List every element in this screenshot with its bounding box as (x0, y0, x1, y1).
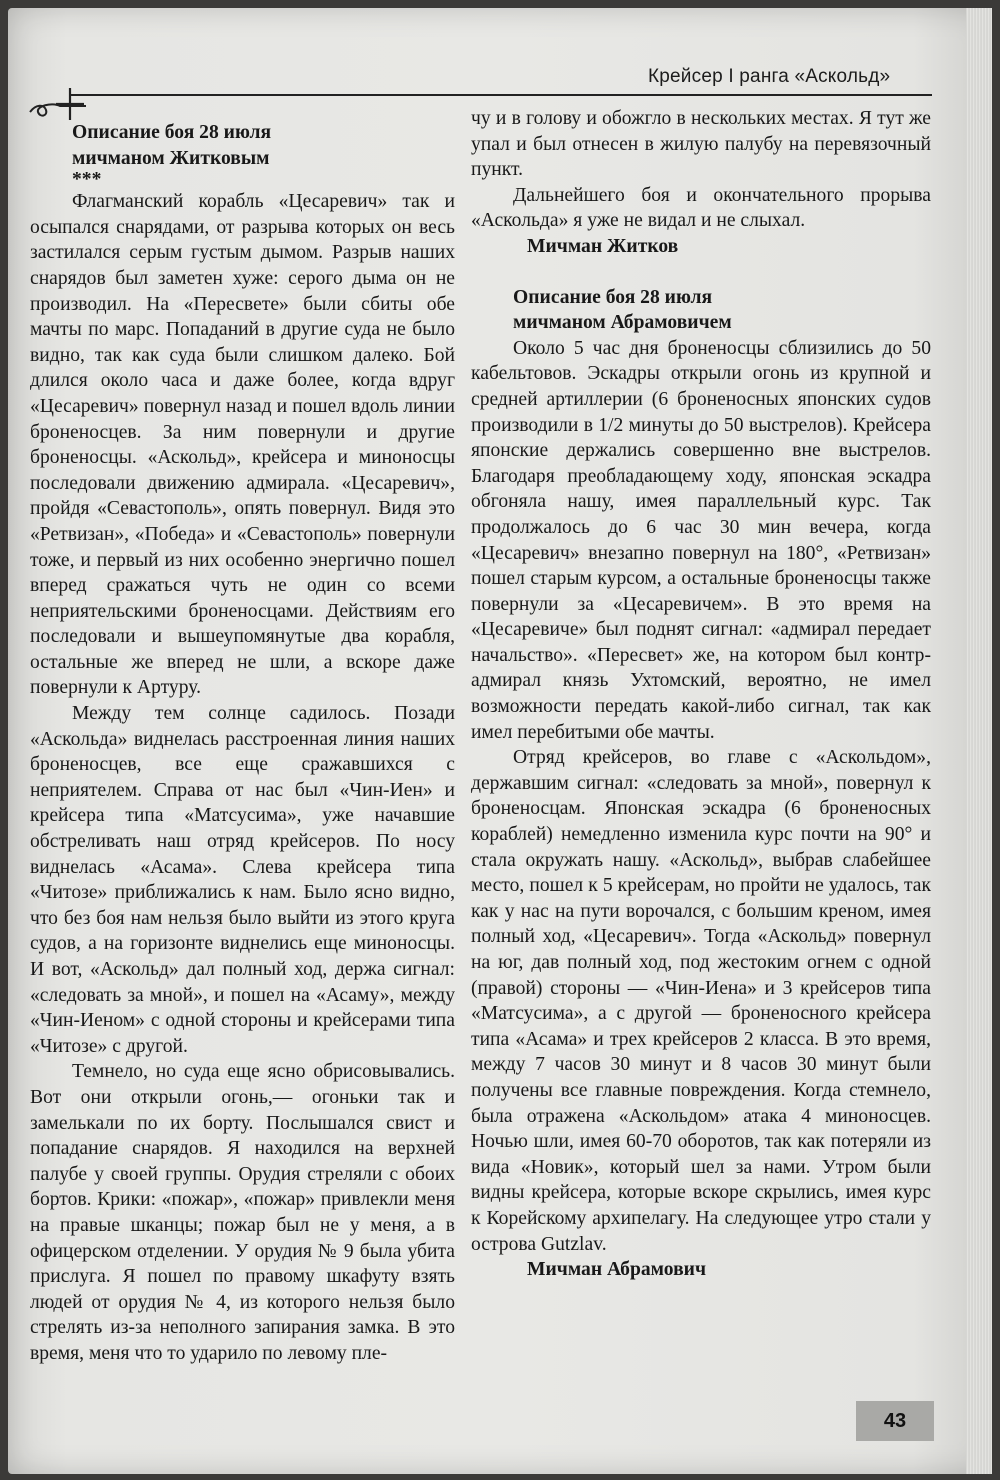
signature: Мичман Житков (527, 235, 679, 257)
heading-line: мичманом Житковым (72, 147, 270, 169)
section-heading (30, 120, 455, 171)
heading-line: мичманом Абрамовичем (513, 312, 732, 334)
page-number: 43 (856, 1401, 934, 1441)
section-stars: *** (72, 169, 102, 191)
spacer (471, 260, 931, 285)
running-title: Крейсер I ранга «Аскольд» (648, 66, 891, 87)
page-stack-edge (966, 8, 992, 1474)
paragraph: Отряд крейсеров, во главе с «Аскольдом», державшим сигнал: «следовать за мной», повернул к броненосцам. Японская эскадра (6 броненосных кораблей) немедленно изменила курс почти на 90° и стала окружать нашу. «Аскольд», выбрав слабейшее место, пошел к 5 крейсерам, но пройти не удалось, так как у нас на пути ворочался, с большим креном, имея полный ход, «Цесаревич». Тогда «Аскольд» повернул на юг, дав полный ход, под жестоким огнем с одной (правой) стороны — «Чин-Иена» и 3 крейсеров типа «Матсусима», а с другой — броненосного крейсера типа «Асама» и трех крейсеров 2 класса. В это время, между 7 часов 30 минут и 8 часов 30 минут были получены все главные повреждения. Когда стемнело, была отражена «Аскольдом» атака 4 миноносцев. Ночью шли, имея 60-70 оборотов, так как потеряли из вида «Новик», который шел за нами. Утром были видны крейсера, которые вскоре скрылись, имея курс к Корейскому архипелагу. На следующее утро стали у острова Gutzlav. (471, 747, 931, 1255)
book-page (8, 8, 992, 1474)
heading-line: Описание боя 28 июля (72, 122, 272, 143)
signature: Мичман Абрамович (527, 1259, 706, 1281)
paragraph: Темнело, но суда еще ясно обрисовывались. Вот они открыли огонь,— огоньки так и замелькали по их борту. Послышался свист и попадание снарядов. Я находился на верхней палубе у своей группы. Орудия стреляли с обоих бортов. Крики: «пожар», «пожар» привлекли меня на правые шканцы; пожар был не у меня, а в офицерском отделении. У орудия № 9 была убита прислуга. Я пошел по правому шкафуту взять людей от орудия № 4, из которого нельзя было стрелять из-за неполного запирания замка. В это время, меня что то ударило по левому пле- (30, 1061, 455, 1364)
left-column (30, 120, 455, 1367)
paragraph: Флагманский корабль «Цесаревич» так и осыпался снарядами, от разрыва которых он весь застилался серым густым дымом. Разрыв наших снарядов был заметен хуже: серого дыма он не производил. На «Пересвете» были сбиты обе мачты по марс. Попаданий в другие суда не было видно, так как суда были слишком далеко. Бой длился около часа и даже более, когда вдруг «Цесаревич» повернул назад и пошел вдоль линии броненосцев. За ним повернули и другие броненосцы. «Аскольд», крейсера и миноносцы последовали движению адмирала. «Цесаревич», пройдя «Севастополь», опять повернул. Видя это «Ретвизан», «Победа» и «Севастополь» повернули тоже, и первый из них особенно энергично пошел вперед сражаться чуть не один со всеми неприятельскими броненосцами. Действиям его последовали и вышеупомянутые два корабля, остальные же вперед не шли, а вскоре даже повернули к Артуру. (30, 191, 455, 699)
paragraph: Около 5 час дня броненосцы сблизились до 50 кабельтовов. Эскадры открыли огонь из крупной и средней артиллерии (6 броненосных японских судов производили в 1/2 минуты до 50 выстрелов). Крейсера японские держались совершенно вне выстрелов. Благодаря преобладающему ходу, японская эскадра обгоняла нашу, имея параллельный курс. Так продолжалось до 6 час 30 мин вечера, когда «Цесаревич» внезапно повернул на 180°, «Ретвизан» пошел старым курсом, а остальные броненосцы также повернули за «Цесаревичем». В это время на «Цесаревиче» был поднят сигнал: «адмирал передает начальство». «Пересвет» же, на котором был контр-адмирал князь Ухтомский, вероятно, не имел возможности передать какой-либо сигнал, так как имел перебитыми обе мачты. (471, 337, 931, 743)
right-column (471, 106, 931, 1283)
paragraph: Дальнейшего боя и окончательного прорыва «Аскольда» я уже не видал и не слыхал. (471, 184, 931, 232)
paragraph-continuation: чу и в голову и обожгло в нескольких местах. Я тут же упал и был отнесен в жилую палубу на перевязочный пункт. (471, 108, 931, 181)
heading-line: Описание боя 28 июля (513, 286, 713, 308)
decorative-ornament-icon (26, 82, 96, 122)
header-rule (70, 94, 932, 96)
section-heading (471, 285, 931, 336)
paragraph: Между тем солнце садилось. Позади «Аскольда» виднелась расстроенная линия наших броненосцев, все еще сражавшихся с неприятелем. Справа от нас был «Чин-Иен» и крейсера типа «Матсусима», уже начавшие обстреливать наш отряд крейсеров. По носу виднелась «Асама». Слева крейсера типа «Читозе» приближались к нам. Было ясно видно, что без боя нам нельзя было выйти из этого круга судов, а на горизонте виднелись еще миноносцы. И вот, «Аскольд» дал полный ход, держа сигнал: «следовать за мной», и пошел на «Асаму», между «Чин-Иеном» с одной стороны и крейсерами типа «Читозе» с другой. (30, 703, 455, 1057)
